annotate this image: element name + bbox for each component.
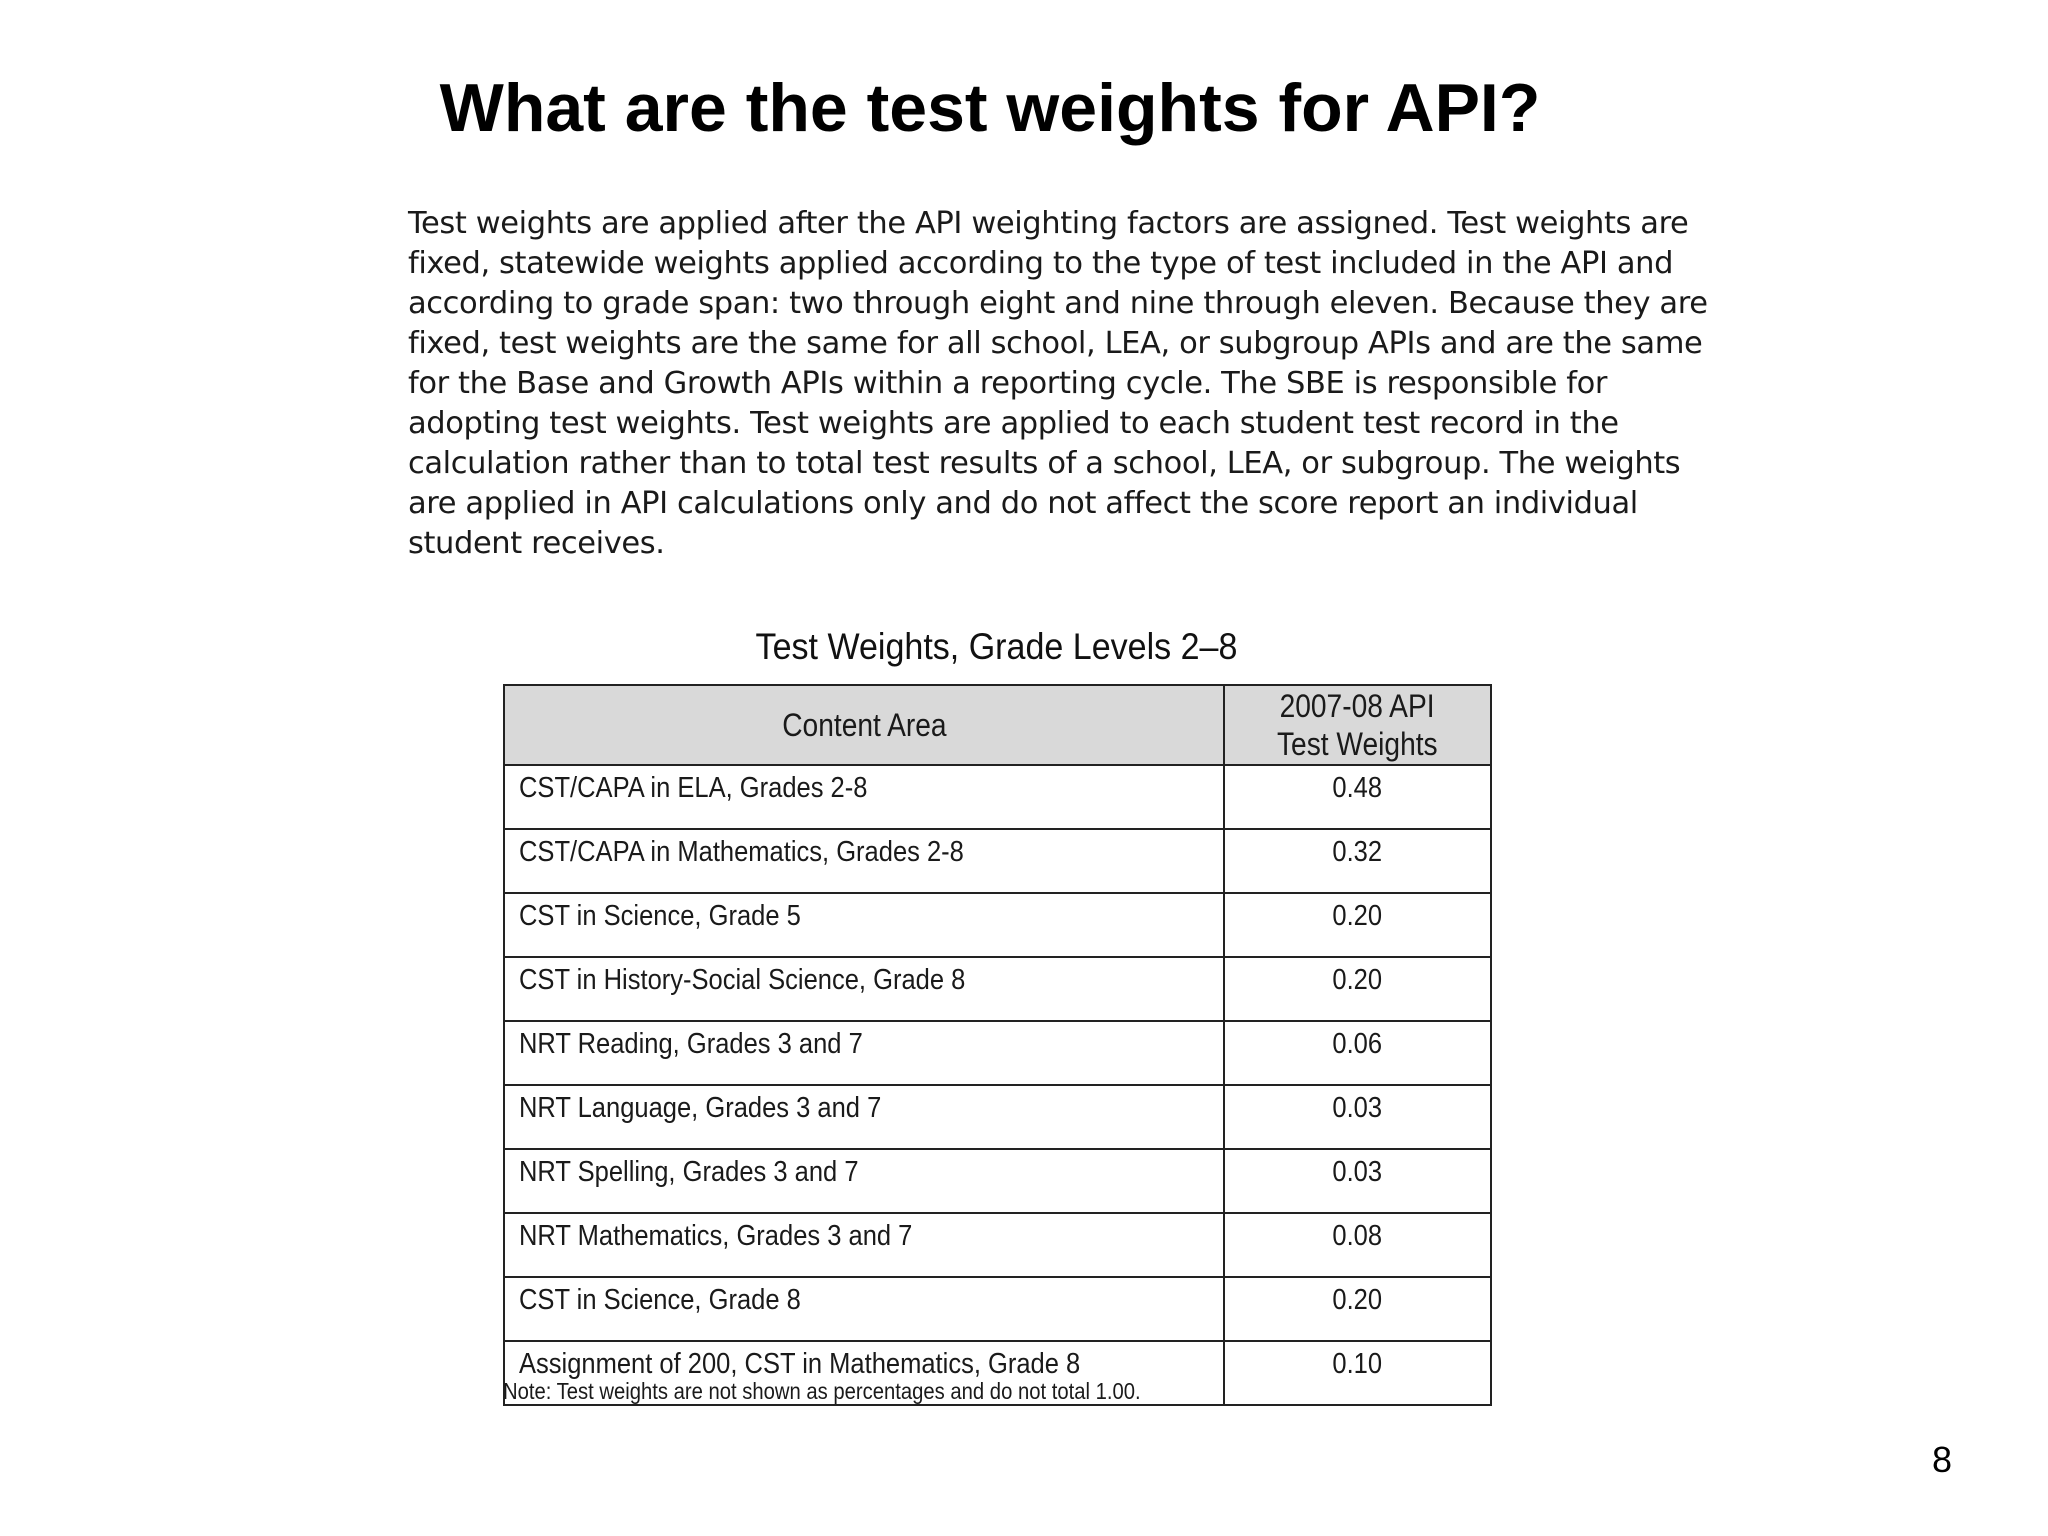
header-test-weights	[1224, 685, 1491, 765]
paragraph-line: for the Base and Growth APIs within a reporting cycle. The SBE is responsible for	[408, 366, 1607, 401]
table-row	[504, 829, 1491, 893]
paragraph-line: according to grade span: two through eight and nine through eleven. Because they are	[408, 286, 1708, 321]
content-area-cell: CST in History-Social Science, Grade 8	[504, 957, 1224, 1021]
table-row	[504, 1149, 1491, 1213]
paragraph-line: student receives.	[408, 526, 665, 561]
table-header-row	[504, 685, 1491, 765]
weight-cell: 0.03	[1224, 1149, 1491, 1213]
header-content-area: Content Area	[504, 685, 1224, 765]
table-note: Note: Test weights are not shown as percentages and do not total 1.00.	[503, 1378, 1141, 1404]
content-area-cell: CST/CAPA in ELA, Grades 2-8	[504, 765, 1224, 829]
paragraph-line: calculation rather than to total test results of a school, LEA, or subgroup. The weights	[408, 446, 1681, 481]
content-area-cell: NRT Spelling, Grades 3 and 7	[504, 1149, 1224, 1213]
table-row	[504, 1213, 1491, 1277]
weight-cell: 0.32	[1224, 829, 1491, 893]
table-row	[504, 1277, 1491, 1341]
paragraph-line: are applied in API calculations only and do not affect the score report an individual	[408, 486, 1638, 521]
weight-cell: 0.20	[1224, 1277, 1491, 1341]
weight-cell: 0.10	[1224, 1341, 1491, 1405]
table-row	[504, 1085, 1491, 1149]
paragraph-line: Test weights are applied after the API weighting factors are assigned. Test weights are	[408, 206, 1689, 241]
content-area-cell: CST/CAPA in Mathematics, Grades 2-8	[504, 829, 1224, 893]
weight-cell: 0.20	[1224, 957, 1491, 1021]
page-number: 8	[1931, 1439, 1952, 1480]
header-weights-line2: Test Weights	[1277, 726, 1438, 762]
paragraph-line: fixed, statewide weights applied according to the type of test included in the API and	[408, 246, 1674, 281]
weight-cell: 0.03	[1224, 1085, 1491, 1149]
table-title: Test Weights, Grade Levels 2–8	[755, 626, 1238, 667]
content-area-cell: CST in Science, Grade 5	[504, 893, 1224, 957]
body-paragraph	[408, 204, 1708, 564]
content-area-cell: CST in Science, Grade 8	[504, 1277, 1224, 1341]
content-area-cell: NRT Language, Grades 3 and 7	[504, 1085, 1224, 1149]
weight-cell: 0.48	[1224, 765, 1491, 829]
table-row	[504, 765, 1491, 829]
table-row	[504, 957, 1491, 1021]
table-row	[504, 1021, 1491, 1085]
test-weights-table	[503, 684, 1492, 1406]
content-area-cell: NRT Reading, Grades 3 and 7	[504, 1021, 1224, 1085]
header-weights-line1: 2007-08 API	[1279, 688, 1435, 724]
weight-cell: 0.06	[1224, 1021, 1491, 1085]
paragraph-line: adopting test weights. Test weights are applied to each student test record in the	[408, 406, 1619, 441]
content-area-cell: Assignment of 200, CST in Mathematics, Grade 8	[504, 1341, 1224, 1405]
weight-cell: 0.20	[1224, 893, 1491, 957]
table-row	[504, 893, 1491, 957]
paragraph-line: fixed, test weights are the same for all school, LEA, or subgroup APIs and are the same	[408, 326, 1703, 361]
weight-cell: 0.08	[1224, 1213, 1491, 1277]
content-area-cell: NRT Mathematics, Grades 3 and 7	[504, 1213, 1224, 1277]
slide-title: What are the test weights for API?	[439, 70, 1541, 146]
